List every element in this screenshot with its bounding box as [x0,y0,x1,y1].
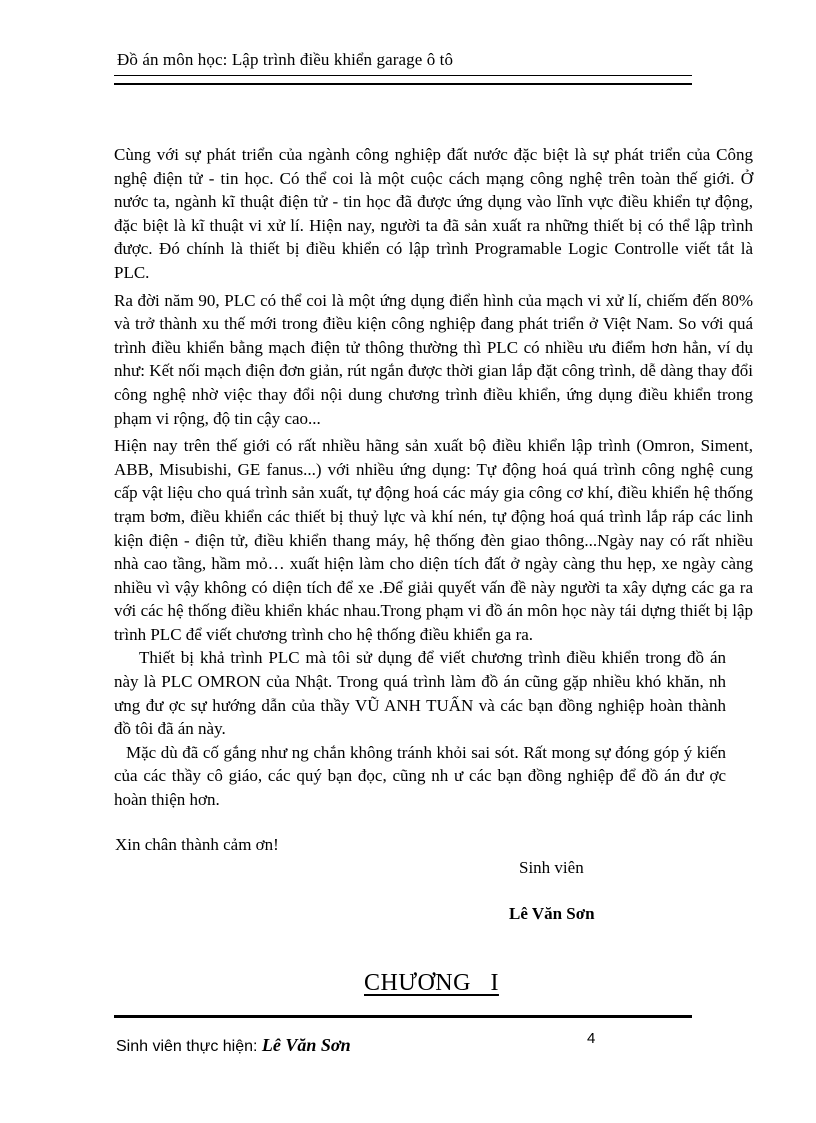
document-body [114,143,753,812]
footer-rule [114,1015,692,1018]
header-double-rule [114,75,692,85]
chapter-heading: CHƯƠNG I [364,970,499,996]
signature-name: Lê Văn Sơn [509,904,595,923]
footer-label: Sinh viên thực hiện: [116,1038,262,1055]
paragraph-closing: Mặc dù đã cố gắng như ng chắn không tránh khỏi sai sót. Rất mong sự đóng góp ý kiến của các thầy cô giáo, các quý bạn đọc, cũng nh ư các bạn đồng nghiệp để đồ án đư ợc hoàn thiện hơn. [114,742,726,810]
page-header-title: Đồ án môn học: Lập trình điều khiển garage ô tô [117,50,454,69]
paragraph-plc-applications: Hiện nay trên thế giới có rất nhiều hãng sản xuất bộ điều khiển lập trình (Omron, Siment, ABB, Misubishi, GE fanus...) với nhiều ứng dụng: Tự động hoá quá trình công nghệ cung cấp vật liệu cho quá trình sản xuất, tự động hoá các máy gia công cơ khí, điều khiển hệ thống trạm bơm, điều khiển các thiết bị thuỷ lực và khí nén, tự động hoá quá trình lắp ráp các linh kiện điện - điện tử, điều khiển thang máy, hệ thống đèn giao thông...Ngày nay có rất nhiều nhà cao tầng, hầm mỏ… xuất hiện làm cho diện tích đất ở ngày càng thu hẹp, xe ngày càng nhiều vì vậy không có diện tích để xe .Để giải quyết vấn đề này người ta xây dựng các ga ra với các hệ thống điều khiển khác nhau.Trong phạm vi đồ án môn học này tái dựng thiết bị lập trình PLC để viết chương trình cho hệ thống điều khiển ga ra. [114,436,753,644]
thanks-line: Xin chân thành cảm ơn! [115,835,279,854]
footer-credit [116,1035,351,1056]
paragraph-plc-history: Ra đời năm 90, PLC có thể coi là một ứng dụng điển hình của mạch vi xử lí, chiếm đến 80% và trở thành xu thế mới trong điều kiện công nghiệp đang phát triển ở Việt Nam. So với quá trình điều khiển bằng mạch điện tử thông thường thì PLC có nhiều ưu điểm hơn hẳn, ví dụ như: Kết nối mạch điện đơn giản, rút ngắn được thời gian lắp đặt công trình, dễ dàng thay đổi công nghệ nhờ việc thay đổi nội dung chương trình điều khiển, ứng dụng điều khiển trong phạm vi rộng, độ tin cậy cao... [114,290,753,428]
signature-role: Sinh viên [519,858,584,877]
page-number: 4 [587,1030,596,1047]
paragraph-intro: Cùng với sự phát triển của ngành công nghiệp đất nước đặc biệt là sự phát triển của Công nghệ điện tử - tin học. Có thể coi là một cuộc cách mạng công nghệ trên toàn thế giới. Ở nước ta, ngành kĩ thuật điện tử - tin học đã được ứng dụng vào lĩnh vực điều khiển tự động, đặc biệt là kĩ thuật vi xử lí. Hiện nay, người ta đã sản xuất ra những thiết bị có thể lập trình được. Đó chính là thiết bị điều khiển có lập trình Programable Logic Controlle viết tắt là PLC. [114,145,753,282]
footer-author: Lê Văn Sơn [261,1035,351,1055]
paragraph-omron: Thiết bị khả trình PLC mà tôi sử dụng để viết chương trình điều khiển trong đồ án này là PLC OMRON của Nhật. Trong quá trình làm đồ án cũng gặp nhiều khó khăn, nh ưng đư ợc sự hướng dẫn của thầy VŨ ANH TUẤN và các bạn đồng nghiệp hoàn thành đồ tôi đã án này. [114,648,726,739]
